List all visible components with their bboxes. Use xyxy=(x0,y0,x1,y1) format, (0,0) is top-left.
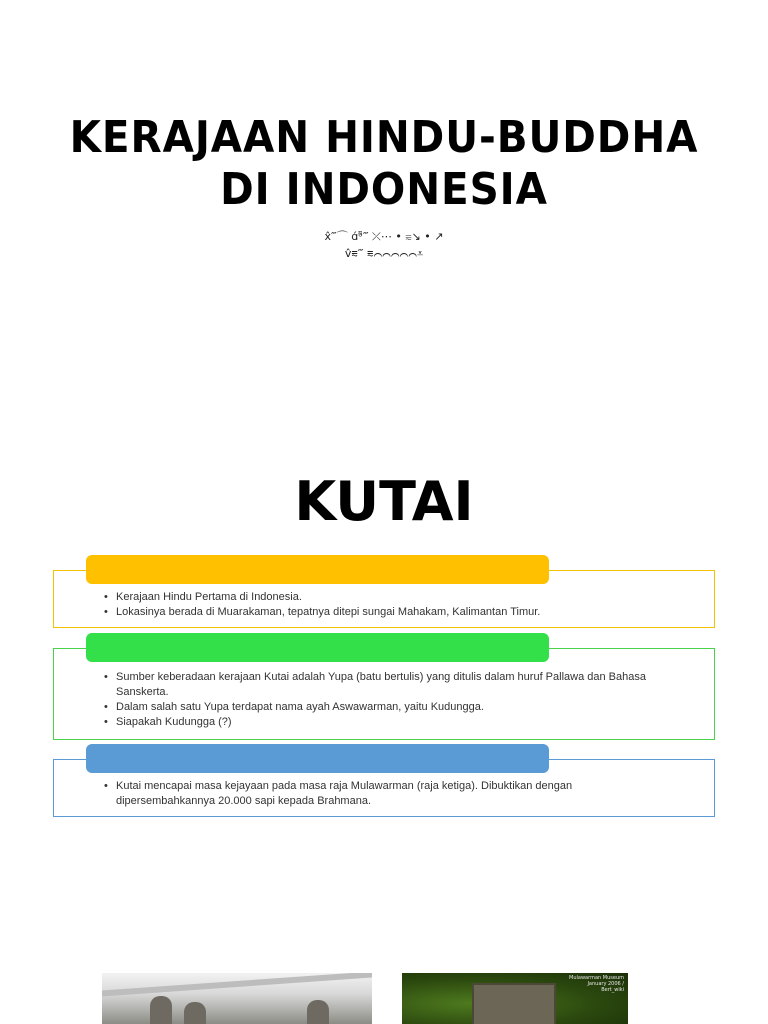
bullet-item: • Sumber keberadaan kerajaan Kutai adalah Yupa (batu bertulis) yang ditulis dalam huruf Pallawa dan Bahasa Sanskerta. xyxy=(116,670,714,700)
inscription-tablet-shape xyxy=(472,983,556,1024)
yupa-stone-shape xyxy=(307,1000,329,1024)
card-header-bar-green xyxy=(86,633,549,662)
bullet-item: • Kutai mencapai masa kejayaan pada masa raja Mulawarman (raja ketiga). Dibuktikan dengan dipersembahkannya 20.000 sapi kepada Brahmana. xyxy=(116,779,714,809)
title-slide xyxy=(0,0,768,420)
slide-subtitle xyxy=(0,228,768,262)
subtitle-line-2: v̂⩳‴ ⩳⌒⌒⌒⌒⌒⩡ xyxy=(344,247,424,260)
yupa-stone-shape xyxy=(150,996,172,1024)
bullet-item: • Siapakah Kudungga (?) xyxy=(116,715,714,730)
section-title: KUTAI xyxy=(294,470,474,533)
yupa-stone-shape xyxy=(184,1002,206,1024)
bullet-item: • Lokasinya berada di Muarakaman, tepatnya ditepi sungai Mahakam, Kalimantan Timur. xyxy=(116,605,714,620)
title-line-2: DI INDONESIA xyxy=(220,164,548,215)
yupa-museum-photo xyxy=(102,973,372,1024)
subtitle-line-1: x̂‴⌒ ɑ́ᵊ͌‴ ⤫⋯ • ⩳↘ • ↗ xyxy=(324,230,444,243)
card-header-bar-blue xyxy=(86,744,549,773)
kutai-slide xyxy=(0,420,768,1024)
photo-caption: Mulawarman Museum January 2006 / Bert_wiki xyxy=(569,975,624,993)
yupa-inscription-photo xyxy=(402,973,628,1024)
card-header-bar-yellow xyxy=(86,555,549,584)
slide-title xyxy=(31,112,738,216)
bullet-item: • Kerajaan Hindu Pertama di Indonesia. xyxy=(116,590,714,605)
bullet-item: • Dalam salah satu Yupa terdapat nama ayah Aswawarman, yaitu Kudungga. xyxy=(116,700,714,715)
title-line-1: KERAJAAN HINDU-BUDDHA xyxy=(69,112,699,163)
